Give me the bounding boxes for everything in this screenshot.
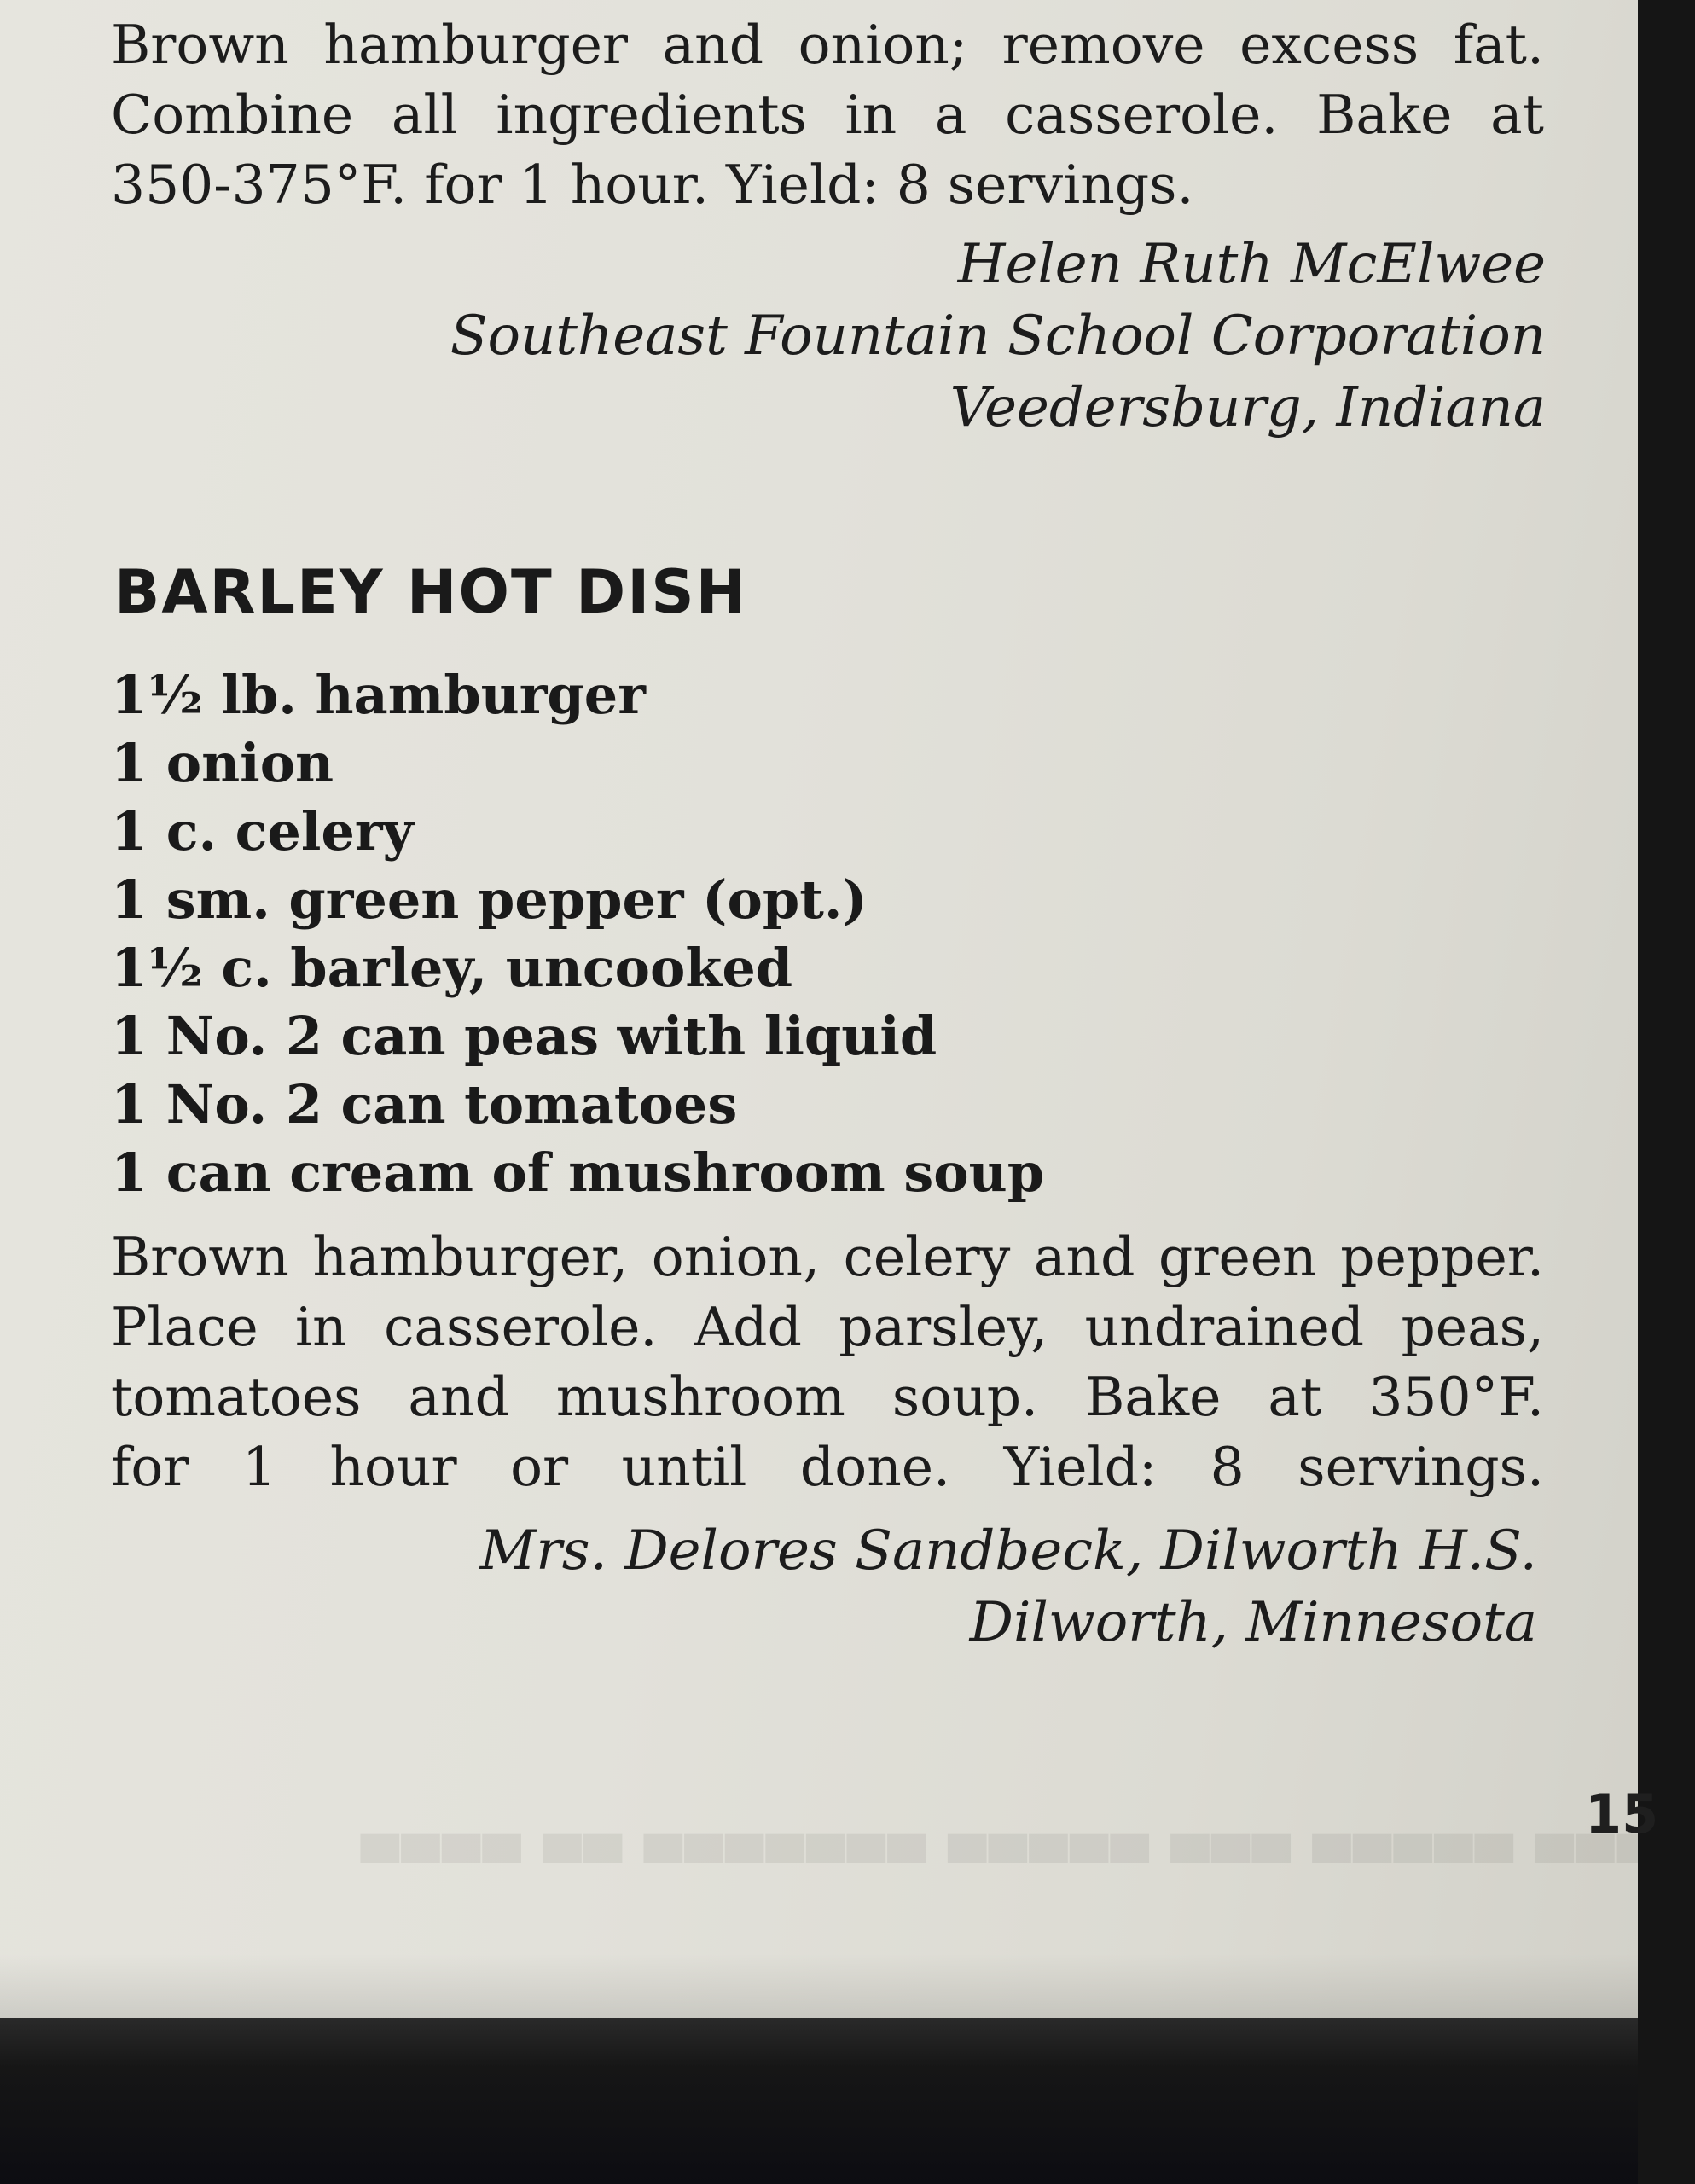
previous-recipe-directions — [111, 10, 1544, 220]
directions-line: for 1 hour or until done. Yield: 8 servings. — [111, 1436, 1544, 1498]
directions-line: Brown hamburger, onion, celery and green pepper. — [111, 1226, 1544, 1288]
directions-line: Brown hamburger and onion; remove excess fat. — [111, 14, 1544, 76]
previous-recipe-credit — [450, 229, 1546, 444]
directions-line: tomatoes and mushroom soup. Bake at 350°F. — [111, 1366, 1544, 1428]
directions-line: Combine all ingredients in a casserole. Bake at — [111, 84, 1544, 146]
contributor-name: Helen Ruth McElwee — [957, 233, 1546, 296]
recipe-directions — [111, 1223, 1544, 1502]
directions-line: Place in casserole. Add parsley, undrained peas, — [111, 1296, 1544, 1358]
page-number: 15 — [1585, 1783, 1659, 1845]
ingredient-item: 1 onion — [111, 732, 334, 794]
ingredient-item: 1 c. celery — [111, 800, 414, 863]
ingredient-item: 1½ lb. hamburger — [111, 664, 646, 726]
background-surface — [0, 2018, 1638, 2184]
contributor-name-school: Mrs. Delores Sandbeck, Dilworth H.S. — [479, 1519, 1537, 1583]
ingredient-item: 1 can cream of mushroom soup — [111, 1141, 1045, 1204]
contributor-school: Southeast Fountain School Corporation — [450, 305, 1546, 368]
recipe-title: BARLEY HOT DISH — [114, 557, 748, 627]
recipe-credit — [480, 1515, 1537, 1658]
ingredient-item: 1 No. 2 can tomatoes — [111, 1073, 738, 1136]
contributor-location: Veedersburg, Indiana — [949, 376, 1546, 439]
ingredient-item: 1½ c. barley, uncooked — [111, 937, 793, 999]
directions-line: 350-375°F. for 1 hour. Yield: 8 servings. — [111, 154, 1194, 216]
contributor-location: Dilworth, Minnesota — [969, 1591, 1537, 1654]
page-shadow — [0, 1954, 1638, 2018]
ingredient-item: 1 No. 2 can peas with liquid — [111, 1005, 937, 1067]
show-through-text: ▀▀▀▀ ▀▀▀▀▀ ▀▀▀ ▀▀▀▀▀ ▀▀▀▀▀▀▀ ▀▀ ▀▀▀▀ — [358, 1834, 1695, 1892]
ingredient-item: 1 sm. green pepper (opt.) — [111, 868, 868, 931]
ingredient-list — [111, 661, 1044, 1207]
